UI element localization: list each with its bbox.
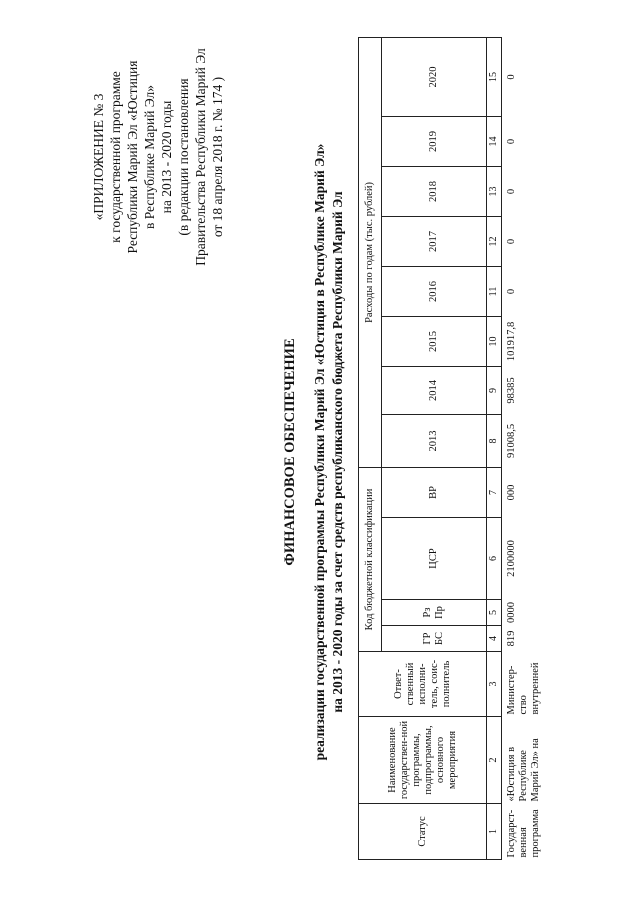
appendix-line: (в редакции постановления	[176, 78, 191, 236]
appendix-line: к государственной программе	[108, 71, 123, 243]
header-name: Наименование государствен-ной программы, подпрограммы, основного мероприятия	[359, 717, 487, 804]
column-number: 10	[487, 316, 502, 366]
appendix-line: от 18 апреля 2018 г. № 174 )	[210, 76, 225, 238]
cell-value: 101917,8	[506, 321, 517, 362]
financing-table	[358, 37, 543, 860]
cell-rzpr: 0000	[506, 602, 517, 623]
header-year: 2015	[382, 316, 487, 366]
cell-value: 0	[506, 138, 517, 145]
cell-value: 98385	[506, 377, 517, 404]
column-number: 11	[487, 266, 502, 316]
appendix-line: в Республике Марий Эл»	[142, 84, 157, 230]
column-number: 4	[487, 626, 502, 652]
column-number-row	[487, 37, 502, 859]
cell-grbs: 819	[506, 630, 517, 647]
document-heading: ФИНАНСОВОЕ ОБЕСПЕЧЕНИЕ	[282, 338, 298, 566]
cell-value: 0	[506, 238, 517, 245]
header-year: 2013	[382, 414, 487, 467]
header-year: 2020	[382, 37, 487, 116]
header-grbs: ГР БС	[382, 626, 487, 652]
appendix-note	[90, 42, 226, 272]
column-number: 13	[487, 166, 502, 216]
column-number: 12	[487, 216, 502, 266]
header-csr: ЦСР	[382, 518, 487, 600]
header-year: 2017	[382, 216, 487, 266]
column-number: 6	[487, 518, 502, 600]
column-number: 7	[487, 467, 502, 517]
column-number: 2	[487, 717, 502, 804]
appendix-line: Правительства Республики Марий Эл	[193, 48, 208, 266]
document-subtitle-line-1: реализации государственной программы Республики Марий Эл «Юстиция в Республике Марий Эл»	[312, 143, 327, 761]
appendix-line: «ПРИЛОЖЕНИЕ № 3	[91, 93, 106, 221]
header-year: 2016	[382, 266, 487, 316]
column-number: 3	[487, 652, 502, 717]
header-rzpr: Рз Пр	[382, 600, 487, 626]
column-number: 5	[487, 600, 502, 626]
column-number: 8	[487, 414, 502, 467]
header-year: 2018	[382, 166, 487, 216]
column-number: 1	[487, 804, 502, 860]
cell-csr: 2100000	[506, 540, 517, 577]
cell-value: 0	[506, 288, 517, 295]
column-number: 14	[487, 116, 502, 166]
cell-status: Государст-венная программа	[506, 809, 541, 858]
header-year: 2019	[382, 116, 487, 166]
cell-value: 0	[506, 74, 517, 80]
column-number: 9	[487, 366, 502, 414]
header-status: Статус	[359, 804, 487, 860]
cell-vr: 000	[506, 484, 517, 501]
document-subtitle-line-2: на 2013 - 2020 годы за счет средств республиканского бюджета Республики Марий Эл	[330, 191, 345, 713]
cell-executor: Министер-ство внутренней	[506, 662, 541, 715]
cell-name: «Юстиция в Республике Марий Эл» на	[506, 738, 541, 802]
header-year: 2014	[382, 366, 487, 414]
appendix-line: на 2013 - 2020 годы	[159, 100, 174, 214]
header-executor: Ответ-ственный исполни-тель, соис-полнитель	[359, 652, 487, 717]
column-number: 15	[487, 37, 502, 116]
header-vr: ВР	[382, 467, 487, 517]
table-row	[502, 37, 544, 859]
appendix-line: Республики Марий Эл «Юстиция	[125, 60, 140, 254]
header-expenses: Расходы по годам (тыс. рублей)	[359, 37, 382, 467]
cell-value: 0	[506, 188, 517, 195]
cell-value: 91008,5	[506, 423, 517, 459]
header-budget-code: Код бюджетной классификации	[359, 467, 382, 651]
